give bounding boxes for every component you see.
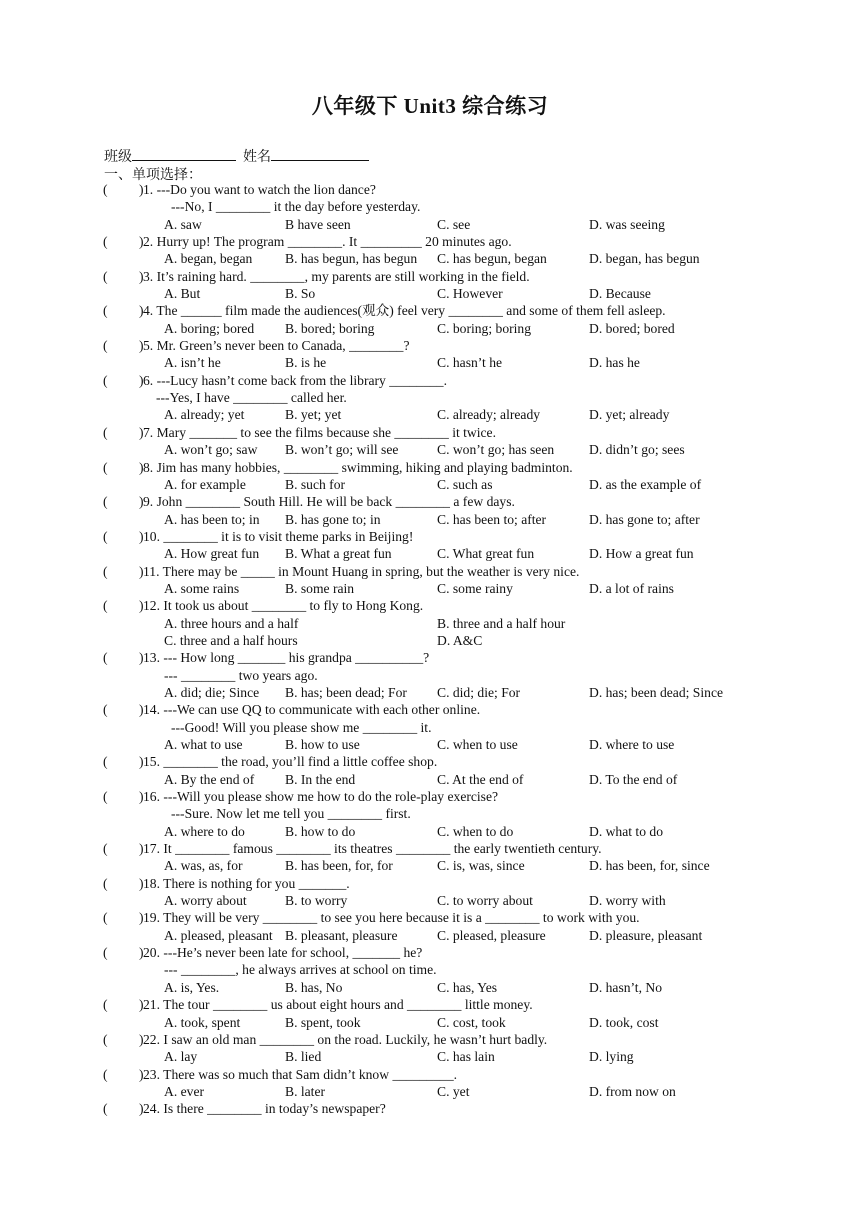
option-c: C. to worry about	[437, 893, 533, 909]
question-line	[0, 233, 860, 250]
option-b: B. has, No	[285, 979, 343, 995]
option-c: C. see	[437, 216, 471, 232]
answer-paren-open: (	[103, 789, 108, 805]
answer-paren-open: (	[103, 459, 108, 475]
option-d: D. what to do	[589, 823, 664, 839]
option-d: D. where to use	[589, 737, 675, 752]
option-b: B. spent, took	[285, 1014, 361, 1030]
option-a: A. has been to; in	[164, 511, 260, 527]
answer-paren-close: )	[139, 841, 144, 857]
answer-paren-close: )	[139, 754, 144, 770]
question-stem: 10. ________ it is to visit theme parks in Beijing!	[143, 528, 414, 544]
answer-paren-close: )	[139, 424, 144, 440]
option-a: A. was, as, for	[164, 858, 243, 874]
question-stem: 12. It took us about ________ to fly to Hong Kong.	[143, 598, 424, 614]
option-b: B. has; been dead; For	[285, 684, 407, 700]
dialogue-line: ---Yes, I have ________ called her.	[156, 390, 347, 406]
question-line	[0, 961, 860, 978]
answer-paren-close: )	[139, 650, 144, 666]
answer-paren-open: (	[103, 754, 108, 770]
question-stem: 6. ---Lucy hasn’t come back from the library ________.	[143, 372, 448, 388]
class-label: 班级	[104, 150, 132, 165]
option-c: C. won’t go; has seen	[437, 442, 555, 458]
page-title: 八年级下 Unit3 综合练习	[311, 94, 549, 118]
option-a: A. pleased, pleasant	[164, 927, 273, 943]
answer-paren-close: )	[139, 338, 144, 354]
question-stem: 18. There is nothing for you _______.	[143, 875, 350, 891]
question-stem: 20. ---He’s never been late for school, _______ he?	[143, 945, 423, 961]
option-d: D. Because	[589, 286, 651, 302]
answer-paren-open: (	[103, 598, 108, 614]
question-stem: 15. ________ the road, you’ll find a little coffee shop.	[143, 754, 438, 770]
answer-paren-open: (	[103, 424, 108, 440]
question-line	[0, 216, 860, 233]
option-b: B. to worry	[285, 893, 348, 909]
question-line	[0, 979, 860, 996]
question-line	[0, 667, 860, 684]
student-info	[104, 146, 369, 166]
question-line	[0, 563, 860, 580]
question-line	[0, 1031, 860, 1048]
question-line	[0, 684, 860, 701]
option-b: B. has been, for, for	[285, 858, 393, 874]
option-d: D. has he	[589, 355, 640, 371]
answer-paren-close: )	[139, 268, 144, 284]
option-d: D. a lot of rains	[589, 580, 674, 596]
option-d: D. has gone to; after	[589, 511, 700, 527]
dialogue-line: ---No, I ________ it the day before yesterday.	[171, 199, 421, 215]
option-d: D. from now on	[589, 1083, 676, 1099]
question-line	[0, 615, 860, 632]
option-b: B. later	[285, 1083, 326, 1099]
option-b: B. What a great fun	[285, 546, 392, 562]
question-line	[0, 823, 860, 840]
question-line	[0, 285, 860, 302]
name-label: 姓名	[243, 150, 271, 165]
option-c: C. three and a half hours	[164, 632, 298, 648]
question-line	[0, 354, 860, 371]
answer-paren-close: )	[139, 789, 144, 805]
question-stem: 7. Mary _______ to see the films because she ________ it twice.	[143, 424, 496, 440]
question-stem: 13. --- How long _______ his grandpa __________?	[143, 650, 430, 666]
option-c: C. has lain	[437, 1049, 495, 1065]
question-stem: 21. The tour ________ us about eight hours and ________ little money.	[143, 997, 533, 1013]
option-a: A. what to use	[164, 737, 243, 752]
question-line	[0, 1083, 860, 1100]
option-c: C. At the end of	[437, 771, 524, 787]
answer-paren-open: (	[103, 268, 108, 284]
question-line	[0, 181, 860, 198]
option-b: B. has begun, has begun	[285, 251, 418, 267]
option-a: A. isn’t he	[164, 355, 221, 371]
option-c: C. hasn’t he	[437, 355, 503, 371]
option-d: D. lying	[589, 1049, 634, 1065]
question-line	[0, 753, 860, 770]
answer-paren-open: (	[103, 997, 108, 1013]
answer-paren-close: )	[139, 234, 144, 250]
answer-paren-close: )	[139, 702, 144, 718]
question-line	[0, 389, 860, 406]
question-line	[0, 302, 860, 319]
question-line	[0, 337, 860, 354]
option-d: D. has; been dead; Since	[589, 684, 724, 700]
question-line	[0, 545, 860, 562]
dialogue-line: ---Good! Will you please show me ________ it.	[171, 719, 432, 735]
question-line	[0, 840, 860, 857]
answer-paren-close: )	[139, 1101, 144, 1117]
option-b: B. some rain	[285, 580, 355, 596]
question-stem: 22. I saw an old man ________ on the road. Luckily, he wasn’t hurt badly.	[143, 1031, 548, 1047]
answer-paren-close: )	[139, 494, 144, 510]
option-a: A. boring; bored	[164, 320, 255, 336]
question-line	[0, 719, 860, 736]
option-a: A. did; die; Since	[164, 684, 260, 700]
question-stem: 1. ---Do you want to watch the lion dance?	[143, 182, 376, 197]
option-b: B. So	[285, 286, 316, 302]
question-line	[0, 649, 860, 666]
class-blank	[132, 146, 236, 161]
option-c: C. However	[437, 286, 503, 302]
question-line	[0, 875, 860, 892]
option-a: A. already; yet	[164, 407, 245, 423]
option-c: C. is, was, since	[437, 858, 525, 874]
question-line	[0, 320, 860, 337]
option-a: A. began, began	[164, 251, 253, 267]
question-line	[0, 996, 860, 1013]
option-a: A. for example	[164, 476, 246, 492]
option-a: A. worry about	[164, 893, 247, 909]
answer-paren-open: (	[103, 182, 108, 197]
option-d: D. worry with	[589, 893, 666, 909]
option-a: A. How great fun	[164, 546, 260, 562]
question-line	[0, 372, 860, 389]
name-blank	[271, 146, 369, 161]
answer-paren-close: )	[139, 182, 144, 197]
dialogue-line: --- ________, he always arrives at school on time.	[164, 962, 437, 978]
question-line	[0, 701, 860, 718]
question-line	[0, 632, 860, 649]
option-a: A. saw	[164, 216, 202, 232]
answer-paren-close: )	[139, 528, 144, 544]
question-line	[0, 580, 860, 597]
option-b: B. pleasant, pleasure	[285, 927, 398, 943]
answer-paren-close: )	[139, 1066, 144, 1082]
question-line	[0, 788, 860, 805]
option-c: C. when to do	[437, 823, 514, 839]
question-line	[0, 771, 860, 788]
section-title: 一、单项选择：	[104, 168, 202, 183]
answer-paren-open: (	[103, 1031, 108, 1047]
option-d: D. began, has begun	[589, 251, 700, 267]
option-a: A. lay	[164, 1049, 198, 1065]
question-line	[0, 406, 860, 423]
question-line	[0, 441, 860, 458]
question-stem: 16. ---Will you please show me how to do the role-play exercise?	[143, 789, 499, 805]
option-a: A. is, Yes.	[164, 979, 220, 995]
option-a: A. took, spent	[164, 1014, 241, 1030]
option-c: C. some rainy	[437, 580, 513, 596]
answer-paren-open: (	[103, 945, 108, 961]
question-stem: 2. Hurry up! The program ________. It _________ 20 minutes ago.	[143, 234, 512, 250]
option-b: B. lied	[285, 1049, 322, 1065]
option-b: B. is he	[285, 355, 327, 371]
question-line	[0, 1014, 860, 1031]
option-b: B. three and a half hour	[437, 615, 566, 631]
question-stem: 3. It’s raining hard. ________, my parents are still working in the field.	[143, 268, 530, 284]
option-b: B. how to do	[285, 823, 356, 839]
option-d: D. yet; already	[589, 407, 670, 423]
option-b: B. has gone to; in	[285, 511, 381, 527]
option-a: A. some rains	[164, 580, 240, 596]
question-line	[0, 805, 860, 822]
option-c: C. pleased, pleasure	[437, 927, 546, 943]
option-d: D. bored; bored	[589, 320, 675, 336]
answer-paren-open: (	[103, 372, 108, 388]
question-stem: 9. John ________ South Hill. He will be back ________ a few days.	[143, 494, 515, 510]
option-b: B. won’t go; will see	[285, 442, 399, 458]
option-b: B. yet; yet	[285, 407, 342, 423]
answer-paren-open: (	[103, 1101, 108, 1117]
question-line	[0, 528, 860, 545]
question-line	[0, 927, 860, 944]
option-b: B. such for	[285, 476, 346, 492]
question-line	[0, 944, 860, 961]
question-line	[0, 476, 860, 493]
question-line	[0, 892, 860, 909]
answer-paren-close: )	[139, 459, 144, 475]
option-d: D. A&C	[437, 632, 483, 648]
answer-paren-open: (	[103, 650, 108, 666]
answer-paren-close: )	[139, 563, 144, 579]
option-c: C. What great fun	[437, 546, 535, 562]
option-a: A. where to do	[164, 823, 245, 839]
answer-paren-open: (	[103, 563, 108, 579]
option-b: B have seen	[285, 216, 351, 232]
question-stem: 17. It ________ famous ________ its theatres ________ the early twentieth century.	[143, 841, 602, 857]
answer-paren-close: )	[139, 1031, 144, 1047]
option-d: D. hasn’t, No	[589, 979, 662, 995]
option-c: C. has, Yes	[437, 979, 498, 995]
answer-paren-close: )	[139, 875, 144, 891]
question-line	[0, 1100, 860, 1117]
question-stem: 19. They will be very ________ to see you here because it is a ________ to work with you.	[143, 910, 640, 926]
option-d: D. as the example of	[589, 476, 702, 492]
option-d: D. How a great fun	[589, 546, 694, 562]
dialogue-line: --- ________ two years ago.	[164, 667, 318, 683]
option-a: A. But	[164, 286, 201, 302]
answer-paren-open: (	[103, 234, 108, 250]
question-line	[0, 511, 860, 528]
question-line	[0, 250, 860, 267]
answer-paren-close: )	[139, 372, 144, 388]
option-b: B. bored; boring	[285, 320, 375, 336]
question-line	[0, 493, 860, 510]
answer-paren-open: (	[103, 702, 108, 718]
question-line	[0, 857, 860, 874]
option-c: C. yet	[437, 1083, 470, 1099]
option-c: C. has begun, began	[437, 251, 547, 267]
option-d: D. took, cost	[589, 1014, 659, 1030]
question-line	[0, 459, 860, 476]
option-d: D. To the end of	[589, 771, 678, 787]
question-line	[0, 1048, 860, 1065]
answer-paren-open: (	[103, 1066, 108, 1082]
option-c: C. boring; boring	[437, 320, 532, 336]
option-a: A. By the end of	[164, 771, 255, 787]
option-b: B. how to use	[285, 737, 360, 752]
answer-paren-open: (	[103, 303, 108, 319]
question-line	[0, 736, 860, 753]
option-c: C. already; already	[437, 407, 541, 423]
question-line	[0, 268, 860, 285]
option-c: C. such as	[437, 476, 493, 492]
answer-paren-open: (	[103, 910, 108, 926]
answer-paren-close: )	[139, 303, 144, 319]
dialogue-line: ---Sure. Now let me tell you ________ first.	[171, 806, 411, 822]
option-d: D. didn’t go; sees	[589, 442, 685, 458]
answer-paren-open: (	[103, 841, 108, 857]
question-stem: 14. ---We can use QQ to communicate with each other online.	[143, 702, 481, 718]
question-stem: 4. The ______ film made the audiences(观众) feel very ________ and some of them fell asleep.	[143, 303, 666, 319]
option-c: C. has been to; after	[437, 511, 547, 527]
question-stem: 8. Jim has many hobbies, ________ swimming, hiking and playing badminton.	[143, 459, 573, 475]
answer-paren-open: (	[103, 875, 108, 891]
answer-paren-open: (	[103, 528, 108, 544]
option-a: A. ever	[164, 1083, 205, 1099]
option-a: A. won’t go; saw	[164, 442, 258, 458]
option-c: C. did; die; For	[437, 684, 521, 700]
option-b: B. In the end	[285, 771, 356, 787]
answer-paren-open: (	[103, 494, 108, 510]
question-stem: 11. There may be _____ in Mount Huang in spring, but the weather is very nice.	[143, 563, 580, 579]
answer-paren-close: )	[139, 598, 144, 614]
question-line	[0, 198, 860, 215]
question-stem: 23. There was so much that Sam didn’t know _________.	[143, 1066, 458, 1082]
question-line	[0, 597, 860, 614]
question-line	[0, 424, 860, 441]
option-c: C. cost, took	[437, 1014, 506, 1030]
option-d: D. pleasure, pleasant	[589, 927, 703, 943]
question-stem: 5. Mr. Green’s never been to Canada, ________?	[143, 338, 410, 354]
question-line	[0, 1066, 860, 1083]
question-stem: 24. Is there ________ in today’s newspaper?	[143, 1101, 386, 1117]
answer-paren-close: )	[139, 945, 144, 961]
option-d: D. was seeing	[589, 216, 665, 232]
option-a: A. three hours and a half	[164, 615, 299, 631]
answer-paren-close: )	[139, 997, 144, 1013]
question-line	[0, 909, 860, 926]
answer-paren-close: )	[139, 910, 144, 926]
question-list	[0, 181, 860, 1118]
option-c: C. when to use	[437, 737, 518, 752]
answer-paren-open: (	[103, 338, 108, 354]
option-d: D. has been, for, since	[589, 858, 710, 874]
